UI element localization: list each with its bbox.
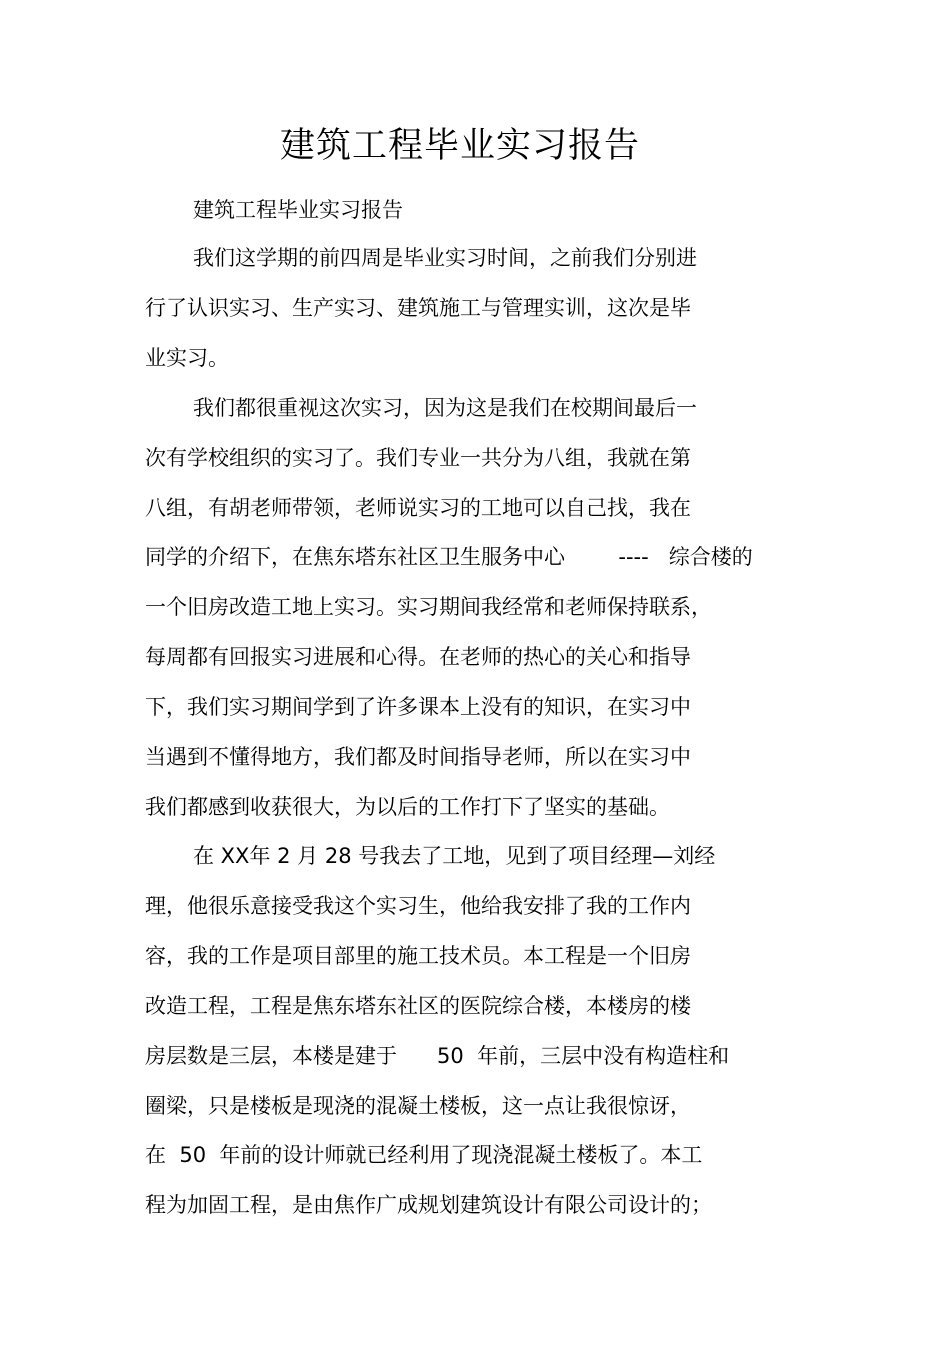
paragraph-3-line-6: 圈梁，只是楼板是现浇的混凝土楼板，这一点让我很惊讶，	[145, 1094, 691, 1118]
paragraph-3-line-4: 改造工程，工程是焦东塔东社区的医院综合楼，本楼房的楼	[145, 994, 691, 1018]
paragraph-3-line-7: 在 50 年前的设计师就已经利用了现浇混凝土楼板了。本工	[145, 1143, 703, 1167]
document-title: 建筑工程毕业实习报告	[279, 126, 640, 166]
paragraph-3-line-8: 程为加固工程，是由焦作广成规划建筑设计有限公司设计的；	[145, 1193, 712, 1217]
paragraph-2-line-9: 我们都感到收获很大，为以后的工作打下了坚实的基础。	[145, 795, 670, 819]
paragraph-2-line-5: 一个旧房改造工地上实习。实习期间我经常和老师保持联系，	[145, 595, 712, 619]
subtitle-line: 建筑工程毕业实习报告	[193, 198, 403, 222]
paragraph-2-line-7: 下，我们实习期间学到了许多课本上没有的知识，在实习中	[145, 695, 691, 719]
paragraph-3-line-1: 在 XX年 2 月 28 号我去了工地，见到了项目经理—刘经	[193, 844, 716, 868]
paragraph-2-line-8: 当遇到不懂得地方，我们都及时间指导老师，所以在实习中	[145, 745, 691, 769]
paragraph-2-line-2: 次有学校组织的实习了。我们专业一共分为八组，我就在第	[145, 446, 691, 470]
paragraph-1-line-3: 业实习。	[145, 346, 229, 370]
paragraph-1-line-1: 我们这学期的前四周是毕业实习时间，之前我们分别进	[193, 246, 697, 270]
paragraph-3-line-2: 理，他很乐意接受我这个实习生，他给我安排了我的工作内	[145, 894, 691, 918]
paragraph-2-line-1: 我们都很重视这次实习，因为这是我们在校期间最后一	[193, 396, 697, 420]
paragraph-2-line-4: 同学的介绍下，在焦东塔东社区卫生服务中心 ---- 综合楼的	[145, 545, 753, 569]
paragraph-2-line-6: 每周都有回报实习进展和心得。在老师的热心的关心和指导	[145, 645, 691, 669]
paragraph-1-line-2: 行了认识实习、生产实习、建筑施工与管理实训，这次是毕	[145, 296, 691, 320]
paragraph-3-line-3: 容，我的工作是项目部里的施工技术员。本工程是一个旧房	[145, 944, 691, 968]
paragraph-3-line-5: 房层数是三层，本楼是建于 50 年前，三层中没有构造柱和	[145, 1044, 730, 1068]
paragraph-2-line-3: 八组，有胡老师带领，老师说实习的工地可以自己找，我在	[145, 496, 691, 520]
